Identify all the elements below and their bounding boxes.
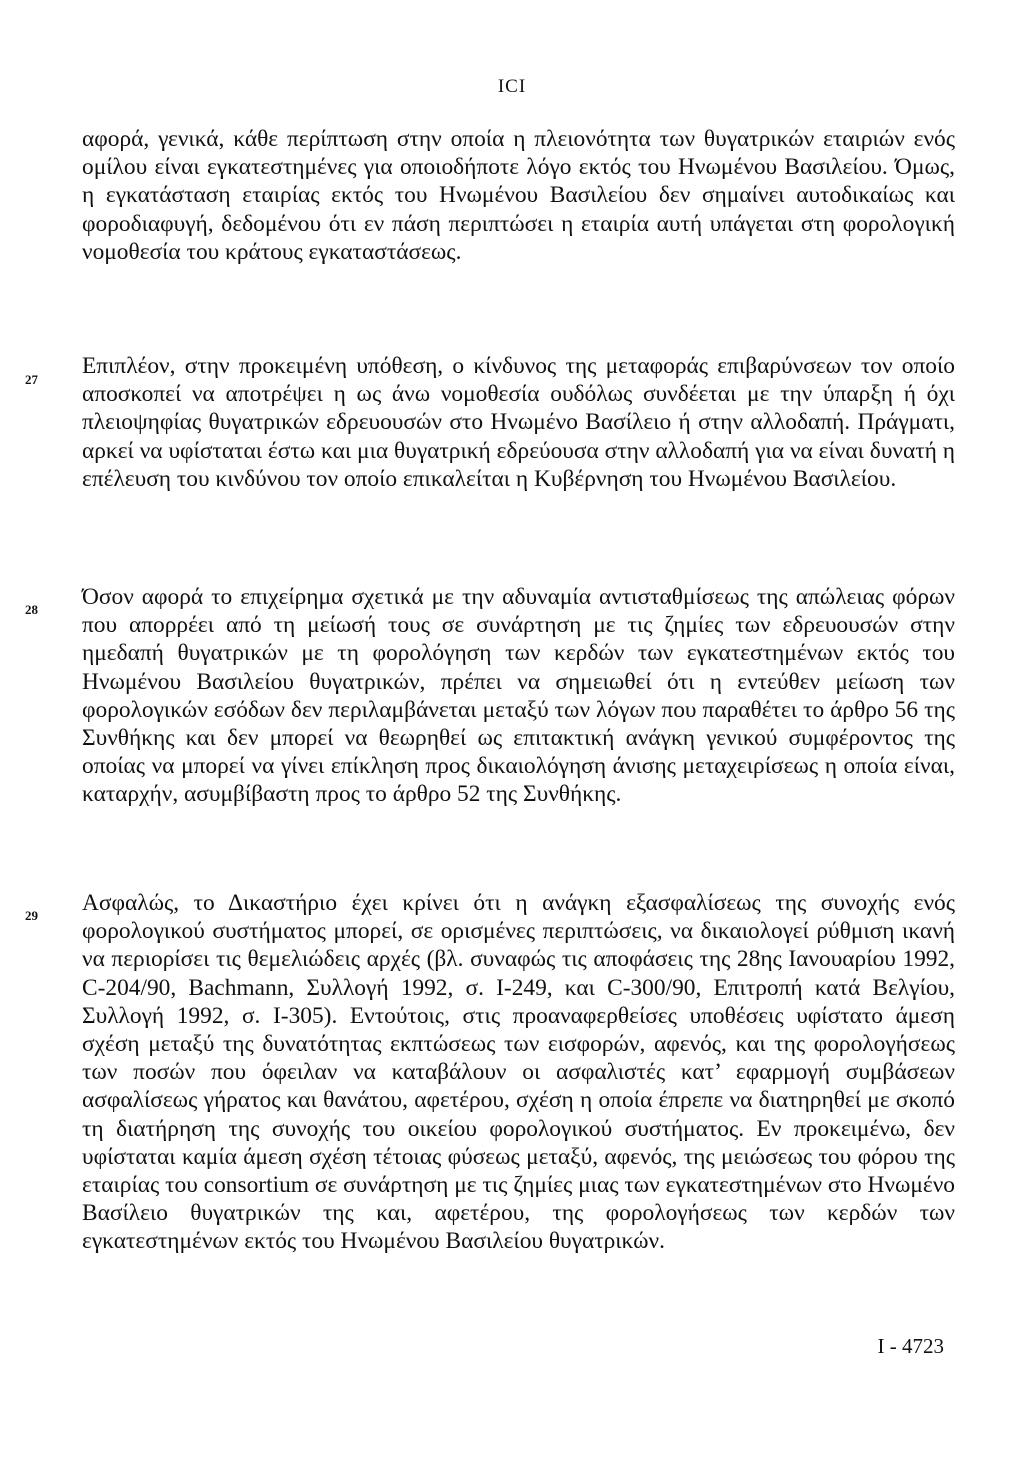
paragraph-number-28: 28 (25, 602, 38, 617)
page-header-mark: ICI (497, 76, 527, 97)
paragraph-27: Επιπλέον, στην προκειμένη υπόθεση, ο κίνδυνος της μεταφοράς επιβαρύνσεων τον οποίο αποσκοπεί να αποτρέψει η ως άνω νομοθεσία ουδόλως συνδέεται με την ύπαρξη ή όχι πλειοψηφίας θυγατρικών εδρευουσών στο Ηνωμένο Βασίλειο ή στην αλλοδαπή. Πράγματι, αρκεί να υφίσταται έστω και μια θυγατρική εδρεύουσα στην αλλοδαπή για να είναι δυνατή η επέλευση του κινδύνου τον οποίο επικαλείται η Κυβέρνηση του Ηνωμένου Βασιλείου. (82, 353, 955, 492)
paragraph-number-27: 27 (25, 372, 38, 387)
paragraph-29: Ασφαλώς, το Δικαστήριο έχει κρίνει ότι η ανάγκη εξασφαλίσεως της συνοχής ενός φορολογικού συστήματος μπορεί, σε ορισμένες περιπτώσεις, να δικαιολογεί ρύθμιση ικανή να περιορίσει τις θεμελιώδεις αρχές (βλ. συναφώς τις αποφάσεις της 28ης Ιανουαρίου 1992, C-204/90, Bachmann, Συλλογή 1992, σ. I-249, και C-300/90, Επιτροπή κατά Βελγίου, Συλλογή 1992, σ. I-305). Εντούτοις, στις προαναφερθείσες υποθέσεις υφίστατο άμεση σχέση μεταξύ της δυνατότητας εκπτώσεως των εισφορών, αφενός, και της φορολογήσεως των ποσών που όφειλαν να καταβάλουν οι ασφαλιστές κατ’ εφαρμογή συμβάσεων ασφαλίσεως γήρατος και θανάτου, αφετέρου, σχέση η οποία έπρεπε να διατηρηθεί με σκοπό τη διατήρηση της συνοχής του οικείου φορολογικού συστήματος. Εν προκειμένω, δεν υφίσταται καμία άμεση σχέση τέτοιας φύσεως μεταξύ, αφενός, της μειώσεως του φόρου της εταιρίας του consortium σε συνάρτηση με τις ζημίες μιας των εγκατεστημένων στο Ηνωμένο Βασίλειο θυγατρικών της και, αφετέρου, της φορολογήσεως των κερδών των εγκατεστημένων εκτός του Ηνωμένου Βασιλείου θυγατρικών. (82, 890, 955, 1255)
paragraph-number-29: 29 (25, 908, 38, 923)
page-number: I - 4723 (877, 1334, 944, 1358)
paragraph-28: Όσον αφορά το επιχείρημα σχετικά με την αδυναμία αντισταθμίσεως της απώλειας φόρων που απορρέει από τη μείωσή τους σε συνάρτηση με τις ζημίες των εδρευουσών στην ημεδαπή θυγατρικών με τη φορολόγηση των κερδών των εγκατεστημένων εκτός του Ηνωμένου Βασιλείου θυγατρικών, πρέπει να σημειωθεί ότι η εντεύθεν μείωση των φορολογικών εσόδων δεν περιλαμβάνεται μεταξύ των λόγων που παραθέτει το άρθρο 56 της Συνθήκης και δεν μπορεί να θεωρηθεί ως επιτακτική ανάγκη γενικού συμφέροντος της οποίας να μπορεί να γίνει επίκληση προς δικαιολόγηση άνισης μεταχειρίσεως η οποία είναι, καταρχήν, ασυμβίβαστη προς το άρθρο 52 της Συνθήκης. (82, 584, 955, 808)
paragraph-continuation: αφορά, γενικά, κάθε περίπτωση στην οποία η πλειονότητα των θυγατρικών εταιριών ενός ομίλου είναι εγκατεστημένες για οποιοδήποτε λόγο εκτός του Ηνωμένου Βασιλείου. Όμως, η εγκατάσταση εταιρίας εκτός του Ηνωμένου Βασιλείου δεν σημαίνει αυτοδικαίως και φοροδιαφυγή, δεδομένου ότι εν πάση περιπτώσει η εταιρία αυτή υπάγεται στη φορολογική νομοθεσία του κράτους εγκαταστάσεως. (82, 126, 955, 265)
